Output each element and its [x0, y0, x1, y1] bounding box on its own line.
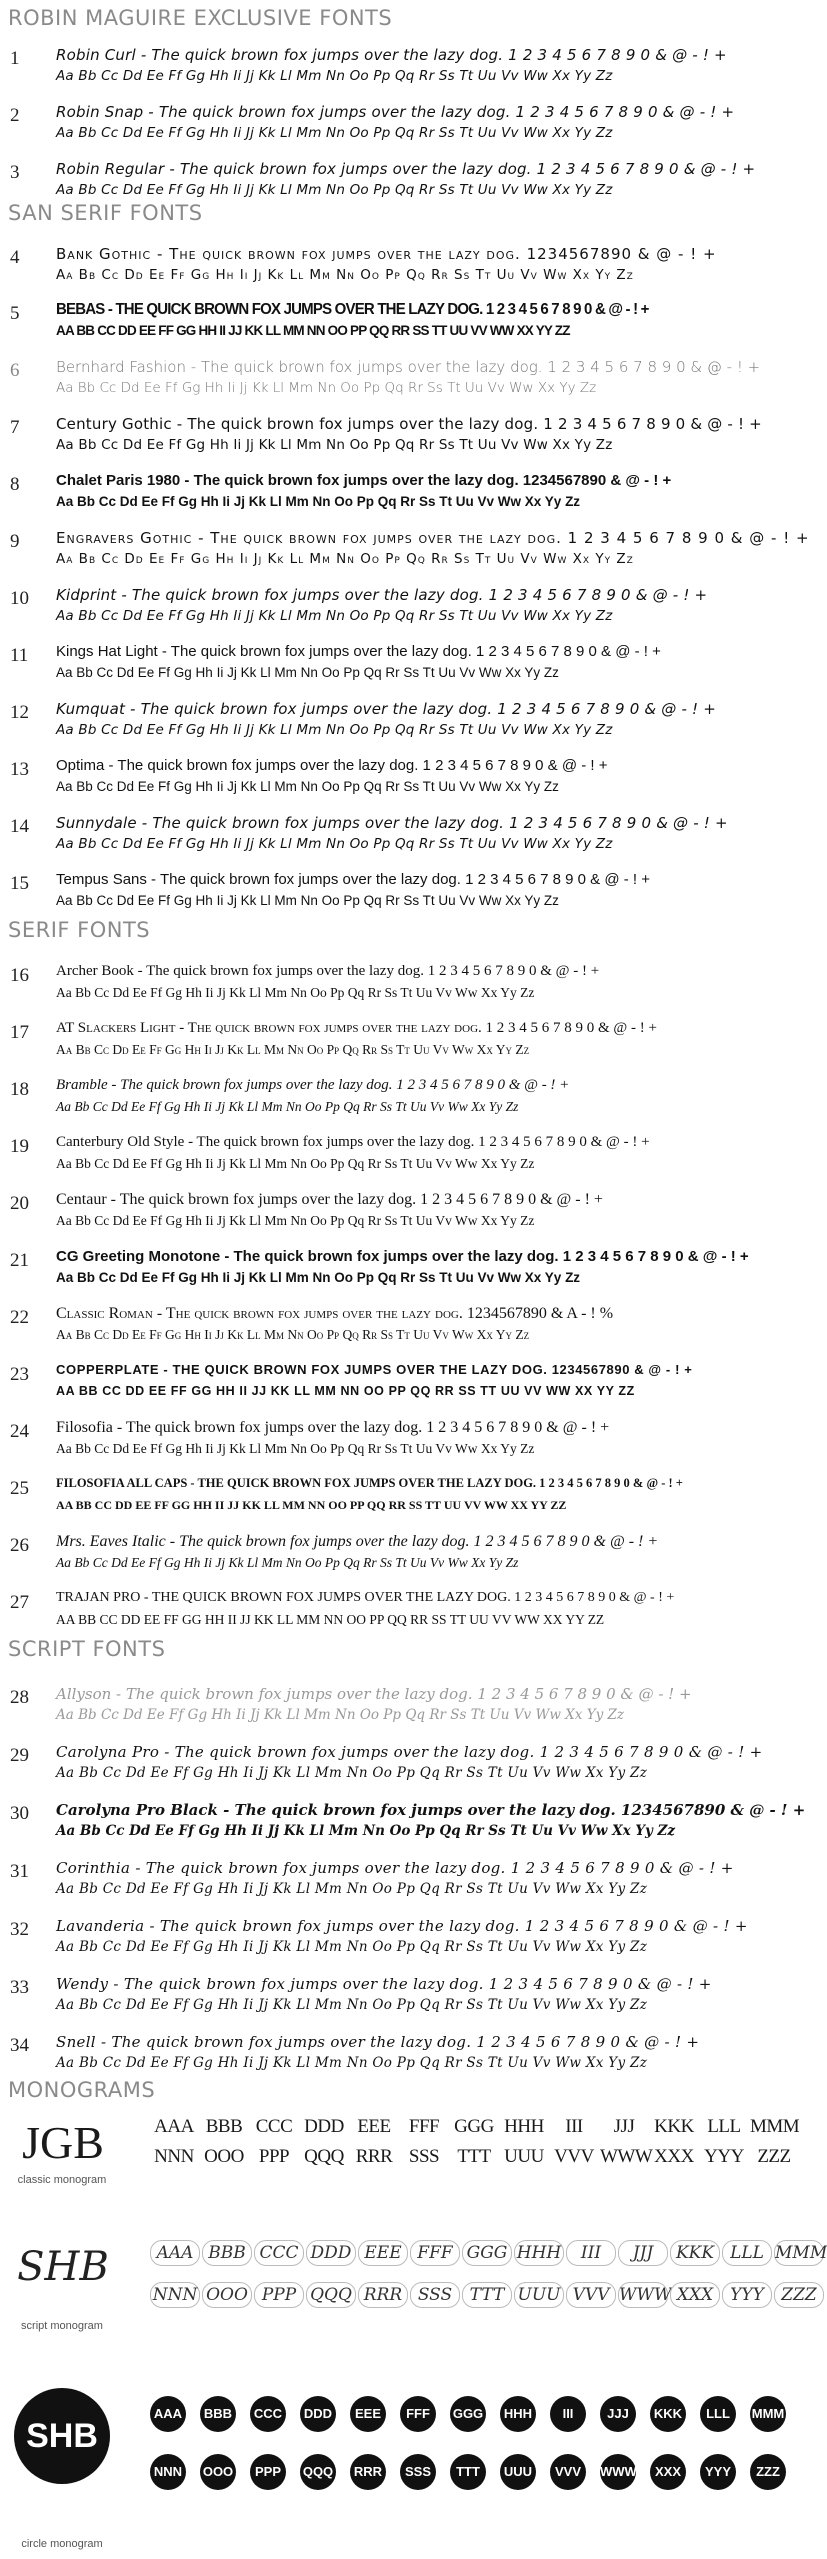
font-sample-row — [10, 584, 800, 632]
font-sample-text: Robin Regular - The quick brown fox jumps over the lazy dog. 1 2 3 4 5 6 7 8 9 0 & @ - ! + — [56, 160, 756, 178]
font-sample-text: Sunnydale - The quick brown fox jumps over the lazy dog. 1 2 3 4 5 6 7 8 9 0 & @ - ! + — [56, 814, 728, 832]
circle-monogram-sample: CCC — [250, 2396, 286, 2432]
font-sample-row — [10, 1189, 800, 1237]
font-alphabet: Aa Bb Cc Dd Ee Ff Gg Hh Ii Jj Kk Ll Mm Nn Oo Pp Qq Rr Ss Tt Uu Vv Ww Xx Yy Zz — [56, 1707, 625, 1723]
font-number: 4 — [10, 247, 20, 268]
font-sample-text: BEBAS - THE QUICK BROWN FOX JUMPS OVER THE LAZY DOG. 1 2 3 4 5 6 7 8 9 0 & @ - ! + — [56, 300, 649, 319]
classic-monogram-sample: HHH — [504, 2116, 544, 2137]
font-sample-text: Bramble - The quick brown fox jumps over the lazy dog. 1 2 3 4 5 6 7 8 9 0 & @ - ! + — [56, 1077, 570, 1093]
classic-monogram-sample: JJJ — [613, 2116, 635, 2137]
circle-monogram-sample: RRR — [350, 2454, 386, 2490]
circle-monogram-sample: KKK — [650, 2396, 686, 2432]
font-alphabet: Aa Bb Cc Dd Ee Ff Gg Hh Ii Jj Kk Ll Mm Nn Oo Pp Qq Rr Ss Tt Uu Vv Ww Xx Yy Zz — [56, 608, 613, 624]
font-number: 8 — [10, 474, 20, 495]
monogram-row — [150, 2240, 827, 2282]
circle-monogram-sample: JJJ — [600, 2396, 636, 2432]
font-number: 3 — [10, 162, 20, 183]
classic-monogram-sample: GGG — [454, 2116, 494, 2137]
font-sample-text: Bank Gothic - The quick brown fox jumps over the lazy dog. 1234567890 & @ - ! + — [56, 245, 717, 263]
font-alphabet: Aa Bb Cc Dd Ee Ff Gg Hh Ii Jj Kk Ll Mm Nn Oo Pp Qq Rr Ss Tt Uu Vv Ww Xx Yy Zz — [56, 1270, 581, 1285]
script-monogram-sample: QQQ — [306, 2282, 356, 2308]
font-sample-row — [10, 1417, 800, 1465]
classic-monogram-sample: XXX — [654, 2146, 694, 2167]
font-sample-row — [10, 1132, 800, 1180]
font-sample-row — [10, 1474, 800, 1522]
circle-monogram-block — [0, 2380, 808, 2550]
font-alphabet: Aa Bb Cc Dd Ee Ff Gg Hh Ii Jj Kk Ll Mm Nn Oo Pp Qq Rr Ss Tt Uu Vv Ww Xx Yy Zz — [56, 1555, 519, 1570]
circle-monogram-sample: PPP — [250, 2454, 286, 2490]
font-sample-row — [10, 698, 800, 746]
script-monogram-sample: NNN — [150, 2282, 200, 2308]
font-number: 33 — [10, 1977, 29, 1998]
font-sample-row — [10, 101, 800, 149]
font-alphabet: Aa Bb Cc Dd Ee Ff Gg Hh Ii Jj Kk Ll Mm Nn Oo Pp Qq Rr Ss Tt Uu Vv Ww Xx Yy Zz — [56, 267, 634, 283]
font-sample-text: CG Greeting Monotone - The quick brown fox jumps over the lazy dog. 1 2 3 4 5 6 7 8 9 0 & @ - ! + — [56, 1248, 749, 1265]
classic-monogram-sample: MMM — [750, 2116, 800, 2137]
script-monogram-sample: VVV — [566, 2282, 616, 2308]
classic-monogram-logo: JGB — [22, 2117, 104, 2168]
font-number: 1 — [10, 48, 20, 69]
font-number: 18 — [10, 1079, 29, 1100]
font-number: 26 — [10, 1535, 29, 1556]
classic-monogram-sample: WWW — [600, 2146, 653, 2167]
circle-monogram-sample: UUU — [500, 2454, 536, 2490]
section-title-monograms: MONOGRAMS — [8, 2078, 156, 2102]
font-alphabet: Aa Bb Cc Dd Ee Ff Gg Hh Ii Jj Kk Ll Mm Nn Oo Pp Qq Rr Ss Tt Uu Vv Ww Xx Yy Zz — [56, 893, 559, 908]
circle-monogram-sample: VVV — [550, 2454, 586, 2490]
classic-monogram-sample: YYY — [704, 2146, 744, 2167]
font-sample-text: Archer Book - The quick brown fox jumps over the lazy dog. 1 2 3 4 5 6 7 8 9 0 & @ - ! + — [56, 963, 600, 979]
font-alphabet: Aa Bb Cc Dd Ee Ff Gg Hh Ii Jj Kk Ll Mm Nn Oo Pp Qq Rr Ss Tt Uu Vv Ww Xx Yy Zz — [56, 779, 559, 794]
font-sample-row — [10, 243, 800, 291]
font-alphabet: Aa Bb Cc Dd Ee Ff Gg Hh Ii Jj Kk Ll Mm Nn Oo Pp Qq Rr Ss Tt Uu Vv Ww Xx Yy Zz — [56, 1939, 648, 1955]
circle-monogram-sample: LLL — [700, 2396, 736, 2432]
font-sample-text: Centaur - The quick brown fox jumps over the lazy dog. 1 2 3 4 5 6 7 8 9 0 & @ - ! + — [56, 1191, 603, 1208]
font-sample-row — [10, 1360, 800, 1408]
font-sample-text: Corinthia - The quick brown fox jumps over the lazy dog. 1 2 3 4 5 6 7 8 9 0 & @ - ! + — [56, 1859, 734, 1877]
script-monogram-sample: EEE — [358, 2240, 408, 2266]
font-alphabet: Aa Bb Cc Dd Ee Ff Gg Hh Ii Jj Kk Ll Mm Nn Oo Pp Qq Rr Ss Tt Uu Vv Ww Xx Yy Zz — [56, 1441, 535, 1456]
font-number: 24 — [10, 1421, 29, 1442]
script-monogram-sample: WWW — [618, 2282, 668, 2308]
font-sample-row — [10, 413, 800, 461]
font-sample-row — [10, 1683, 800, 1731]
section-title-script: SCRIPT FONTS — [8, 1637, 166, 1661]
classic-monogram-sample: SSS — [408, 2146, 440, 2167]
classic-monogram-sample: AAA — [154, 2116, 194, 2137]
font-sample-row — [10, 1973, 800, 2021]
script-monogram-sample: BBB — [202, 2240, 252, 2266]
font-number: 13 — [10, 759, 29, 780]
font-alphabet: AA BB CC DD EE FF GG HH II JJ KK LL MM NN OO PP QQ RR SS TT UU VV WW XX YY ZZ — [56, 1384, 635, 1398]
section-title-sans-serif: SAN SERIF FONTS — [8, 201, 203, 225]
font-sample-row — [10, 755, 800, 803]
circle-monogram-sample: NNN — [150, 2454, 186, 2490]
script-monogram-sample: JJJ — [618, 2240, 668, 2266]
script-monogram-sample: LLL — [722, 2240, 772, 2266]
circle-monogram-sample: BBB — [200, 2396, 236, 2432]
font-alphabet: Aa Bb Cc Dd Ee Ff Gg Hh Ii Jj Kk Ll Mm Nn Oo Pp Qq Rr Ss Tt Uu Vv Ww Xx Yy Zz — [56, 665, 559, 680]
font-alphabet: AA BB CC DD EE FF GG HH II JJ KK LL MM NN OO PP QQ RR SS TT UU VV WW XX YY ZZ — [56, 1498, 567, 1512]
monogram-row — [150, 2396, 800, 2454]
font-number: 16 — [10, 965, 29, 986]
monogram-row — [150, 2146, 800, 2176]
font-sample-row — [10, 44, 800, 92]
classic-monogram-sample: FFF — [408, 2116, 440, 2137]
font-sample-row — [10, 1799, 806, 1847]
font-alphabet: Aa Bb Cc Dd Ee Ff Gg Hh Ii Jj Kk Ll Mm Nn Oo Pp Qq Rr Ss Tt Uu Vv Ww Xx Yy Zz — [56, 722, 613, 738]
font-alphabet: Aa Bb Cc Dd Ee Ff Gg Hh Ii Jj Kk Ll Mm Nn Oo Pp Qq Rr Ss Tt Uu Vv Ww Xx Yy Zz — [56, 182, 613, 198]
font-sample-text: Allyson - The quick brown fox jumps over the lazy dog. 1 2 3 4 5 6 7 8 9 0 & @ - ! + — [56, 1685, 692, 1703]
font-number: 22 — [10, 1307, 29, 1328]
script-monogram-block — [0, 2222, 827, 2352]
font-sample-text: Robin Curl - The quick brown fox jumps over the lazy dog. 1 2 3 4 5 6 7 8 9 0 & @ - ! + — [56, 46, 727, 64]
font-number: 14 — [10, 816, 29, 837]
circle-monogram-sample: HHH — [500, 2396, 536, 2432]
font-number: 12 — [10, 702, 29, 723]
classic-monogram-sample: III — [565, 2116, 583, 2137]
font-number: 23 — [10, 1364, 29, 1385]
font-alphabet: Aa Bb Cc Dd Ee Ff Gg Hh Ii Jj Kk Ll Mm Nn Oo Pp Qq Rr Ss Tt Uu Vv Ww Xx Yy Zz — [56, 551, 634, 567]
script-monogram-sample: OOO — [202, 2282, 252, 2308]
font-alphabet: Aa Bb Cc Dd Ee Ff Gg Hh Ii Jj Kk Ll Mm Nn Oo Pp Qq Rr Ss Tt Uu Vv Ww Xx Yy Zz — [56, 1156, 535, 1171]
font-number: 15 — [10, 873, 29, 894]
font-sample-text: Kidprint - The quick brown fox jumps over the lazy dog. 1 2 3 4 5 6 7 8 9 0 & @ - ! + — [56, 586, 708, 604]
font-sample-text: Filosofia - The quick brown fox jumps over the lazy dog. 1 2 3 4 5 6 7 8 9 0 & @ - ! + — [56, 1419, 610, 1436]
font-sample-text: TRAJAN PRO - THE QUICK BROWN FOX JUMPS OVER THE LAZY DOG. 1 2 3 4 5 6 7 8 9 0 & @ - ! + — [56, 1590, 675, 1605]
font-sample-row — [10, 641, 800, 689]
section-title-exclusive: ROBIN MAGUIRE EXCLUSIVE FONTS — [8, 6, 393, 30]
font-alphabet: AA BB CC DD EE FF GG HH II JJ KK LL MM NN OO PP QQ RR SS TT UU VV WW XX YY ZZ — [56, 322, 570, 339]
circle-monogram-sample: QQQ — [300, 2454, 336, 2490]
font-alphabet: Aa Bb Cc Dd Ee Ff Gg Hh Ii Jj Kk Ll Mm Nn Oo Pp Qq Rr Ss Tt Uu Vv Ww Xx Yy Zz — [56, 380, 597, 396]
script-monogram-sample: UUU — [514, 2282, 564, 2308]
font-sample-row — [10, 1857, 800, 1905]
font-alphabet: Aa Bb Cc Dd Ee Ff Gg Hh Ii Jj Kk Ll Mm Nn Oo Pp Qq Rr Ss Tt Uu Vv Ww Xx Yy Zz — [56, 985, 535, 1000]
font-sample-text: Kings Hat Light - The quick brown fox jumps over the lazy dog. 1 2 3 4 5 6 7 8 9 0 & @ - ! + — [56, 643, 661, 660]
font-sample-row — [10, 470, 800, 518]
circle-monogram-sample: III — [550, 2396, 586, 2432]
font-sample-text: FILOSOFIA ALL CAPS - THE QUICK BROWN FOX JUMPS OVER THE LAZY DOG. 1 2 3 4 5 6 7 8 9 0 & @ - ! + — [56, 1476, 683, 1490]
font-sample-text: Wendy - The quick brown fox jumps over the lazy dog. 1 2 3 4 5 6 7 8 9 0 & @ - ! + — [56, 1975, 712, 1993]
font-number: 19 — [10, 1136, 29, 1157]
font-number: 30 — [10, 1803, 29, 1824]
font-number: 28 — [10, 1687, 29, 1708]
classic-monogram-sample: DDD — [304, 2116, 344, 2137]
font-sample-row — [10, 1018, 800, 1066]
circle-monogram-sample: YYY — [700, 2454, 736, 2490]
font-number: 7 — [10, 417, 20, 438]
script-monogram-sample: HHH — [514, 2240, 564, 2266]
font-alphabet: Aa Bb Cc Dd Ee Ff Gg Hh Ii Jj Kk Ll Mm Nn Oo Pp Qq Rr Ss Tt Uu Vv Ww Xx Yy Zz — [56, 494, 581, 509]
font-sample-row — [10, 1741, 800, 1789]
font-alphabet: Aa Bb Cc Dd Ee Ff Gg Hh Ii Jj Kk Ll Mm Nn Oo Pp Qq Rr Ss Tt Uu Vv Ww Xx Yy Zz — [56, 437, 613, 453]
font-alphabet: Aa Bb Cc Dd Ee Ff Gg Hh Ii Jj Kk Ll Mm Nn Oo Pp Qq Rr Ss Tt Uu Vv Ww Xx Yy Zz — [56, 1997, 648, 2013]
font-sample-row — [10, 961, 800, 1009]
script-monogram-sample: AAA — [150, 2240, 200, 2266]
font-sample-text: Lavanderia - The quick brown fox jumps over the lazy dog. 1 2 3 4 5 6 7 8 9 0 & @ - ! + — [56, 1917, 748, 1935]
classic-monogram-block — [0, 2112, 808, 2212]
font-alphabet: Aa Bb Cc Dd Ee Ff Gg Hh Ii Jj Kk Ll Mm Nn Oo Pp Qq Rr Ss Tt Uu Vv Ww Xx Yy Zz — [56, 68, 613, 84]
classic-monogram-sample: EEE — [357, 2116, 391, 2137]
font-alphabet: Aa Bb Cc Dd Ee Ff Gg Hh Ii Jj Kk Ll Mm Nn Oo Pp Qq Rr Ss Tt Uu Vv Ww Xx Yy Zz — [56, 1881, 648, 1897]
font-number: 29 — [10, 1745, 29, 1766]
font-number: 25 — [10, 1478, 29, 1499]
circle-monogram-caption: circle monogram — [21, 2538, 103, 2550]
circle-monogram-sample: EEE — [350, 2396, 386, 2432]
font-sample-text: Tempus Sans - The quick brown fox jumps over the lazy dog. 1 2 3 4 5 6 7 8 9 0 & @ - ! + — [56, 871, 651, 888]
font-sample-text: Carolyna Pro Black - The quick brown fox jumps over the lazy dog. 1234567890 & @ - ! + — [56, 1801, 806, 1819]
font-sample-row — [10, 356, 800, 404]
font-sample-row — [10, 2031, 800, 2079]
circle-monogram-sample: FFF — [400, 2396, 436, 2432]
font-sample-row — [10, 158, 800, 206]
classic-monogram-sample: UUU — [504, 2146, 544, 2167]
script-monogram-caption: script monogram — [21, 2320, 103, 2332]
script-monogram-sample: FFF — [410, 2240, 460, 2266]
circle-monogram-sample: SSS — [400, 2454, 436, 2490]
font-sample-row — [10, 299, 800, 347]
font-sample-text: Century Gothic - The quick brown fox jumps over the lazy dog. 1 2 3 4 5 6 7 8 9 0 & @ - ! + — [56, 415, 762, 433]
font-alphabet: Aa Bb Cc Dd Ee Ff Gg Hh Ii Jj Kk Ll Mm Nn Oo Pp Qq Rr Ss Tt Uu Vv Ww Xx Yy Zz — [56, 1327, 530, 1342]
font-sample-row — [10, 869, 800, 917]
classic-monogram-sample: CCC — [255, 2116, 293, 2137]
script-monogram-sample: MMM — [774, 2240, 824, 2266]
font-sample-text: Canterbury Old Style - The quick brown fox jumps over the lazy dog. 1 2 3 4 5 6 7 8 9 0 & @ - ! + — [56, 1134, 650, 1150]
font-sample-text: Optima - The quick brown fox jumps over the lazy dog. 1 2 3 4 5 6 7 8 9 0 & @ - ! + — [56, 757, 608, 774]
script-monogram-sample: SSS — [410, 2282, 460, 2308]
circle-monogram-grid — [150, 2396, 800, 2512]
classic-monogram-sample: OOO — [204, 2146, 244, 2167]
font-sample-row — [10, 527, 810, 575]
circle-monogram-sample: AAA — [150, 2396, 186, 2432]
script-monogram-sample: XXX — [670, 2282, 720, 2308]
font-sample-row — [10, 1075, 800, 1123]
font-alphabet: Aa Bb Cc Dd Ee Ff Gg Hh Ii Jj Kk Ll Mm Nn Oo Pp Qq Rr Ss Tt Uu Vv Ww Xx Yy Zz — [56, 1213, 535, 1228]
circle-monogram-sample: WWW — [600, 2454, 636, 2490]
font-sample-row — [10, 1303, 800, 1351]
classic-monogram-sample: PPP — [258, 2146, 290, 2167]
font-alphabet: Aa Bb Cc Dd Ee Ff Gg Hh Ii Jj Kk Ll Mm Nn Oo Pp Qq Rr Ss Tt Uu Vv Ww Xx Yy Zz — [56, 2055, 648, 2071]
font-number: 2 — [10, 105, 20, 126]
monogram-row — [150, 2454, 800, 2512]
font-number: 27 — [10, 1592, 29, 1613]
font-sample-text: Bernhard Fashion - The quick brown fox jumps over the lazy dog. 1 2 3 4 5 6 7 8 9 0 & @ - ! + — [56, 358, 761, 376]
classic-monogram-grid — [150, 2116, 800, 2176]
font-sample-text: Mrs. Eaves Italic - The quick brown fox jumps over the lazy dog. 1 2 3 4 5 6 7 8 9 0 & @ - ! + — [56, 1533, 659, 1550]
classic-monogram-sample: TTT — [457, 2146, 491, 2167]
script-monogram-sample: TTT — [462, 2282, 512, 2308]
font-number: 9 — [10, 531, 20, 552]
circle-monogram-sample: XXX — [650, 2454, 686, 2490]
classic-monogram-sample: RRR — [355, 2146, 393, 2167]
section-title-serif: SERIF FONTS — [8, 918, 151, 942]
circle-monogram-sample: ZZZ — [750, 2454, 786, 2490]
font-number: 6 — [10, 360, 20, 381]
monogram-row — [150, 2116, 800, 2146]
font-sample-text: Classic Roman - The quick brown fox jumps over the lazy dog. 1234567890 & A - ! % — [56, 1305, 614, 1322]
font-sample-row — [10, 1915, 800, 1963]
font-sample-text: Kumquat - The quick brown fox jumps over the lazy dog. 1 2 3 4 5 6 7 8 9 0 & @ - ! + — [56, 700, 716, 718]
classic-monogram-sample: QQQ — [304, 2146, 344, 2167]
font-sample-text: Engravers Gothic - The quick brown fox jumps over the lazy dog. 1 2 3 4 5 6 7 8 9 0 & @ - ! + — [56, 529, 810, 547]
classic-monogram-caption: classic monogram — [17, 2174, 107, 2186]
font-alphabet: Aa Bb Cc Dd Ee Ff Gg Hh Ii Jj Kk Ll Mm Nn Oo Pp Qq Rr Ss Tt Uu Vv Ww Xx Yy Zz — [56, 1765, 648, 1781]
script-monogram-sample: RRR — [358, 2282, 408, 2308]
font-alphabet: Aa Bb Cc Dd Ee Ff Gg Hh Ii Jj Kk Ll Mm Nn Oo Pp Qq Rr Ss Tt Uu Vv Ww Xx Yy Zz — [56, 836, 613, 852]
circle-monogram-sample: DDD — [300, 2396, 336, 2432]
font-number: 32 — [10, 1919, 29, 1940]
script-monogram-sample: CCC — [254, 2240, 304, 2266]
classic-monogram-sample: VVV — [554, 2146, 594, 2167]
font-sample-text: Snell - The quick brown fox jumps over the lazy dog. 1 2 3 4 5 6 7 8 9 0 & @ - ! + — [56, 2033, 700, 2051]
classic-monogram-sample: BBB — [205, 2116, 243, 2137]
font-alphabet: Aa Bb Cc Dd Ee Ff Gg Hh Ii Jj Kk Ll Mm Nn Oo Pp Qq Rr Ss Tt Uu Vv Ww Xx Yy Zz — [56, 125, 613, 141]
script-monogram-logo: SHB — [17, 2244, 109, 2290]
classic-monogram-sample: ZZZ — [757, 2146, 791, 2167]
font-alphabet: AA BB CC DD EE FF GG HH II JJ KK LL MM NN OO PP QQ RR SS TT UU VV WW XX YY ZZ — [56, 1612, 605, 1627]
script-monogram-sample: III — [566, 2240, 616, 2266]
font-number: 10 — [10, 588, 29, 609]
font-number: 17 — [10, 1022, 29, 1043]
classic-monogram-sample: KKK — [654, 2116, 694, 2137]
font-sample-row — [10, 812, 800, 860]
font-sample-text: Carolyna Pro - The quick brown fox jumps over the lazy dog. 1 2 3 4 5 6 7 8 9 0 & @ - ! + — [56, 1743, 763, 1761]
font-number: 21 — [10, 1250, 29, 1271]
font-number: 34 — [10, 2035, 29, 2056]
script-monogram-grid — [150, 2240, 827, 2324]
circle-monogram-sample: MMM — [750, 2396, 786, 2432]
classic-monogram-sample: NNN — [154, 2146, 194, 2167]
font-number: 20 — [10, 1193, 29, 1214]
circle-monogram-sample: OOO — [200, 2454, 236, 2490]
script-monogram-sample: YYY — [722, 2282, 772, 2308]
script-monogram-sample: DDD — [306, 2240, 356, 2266]
script-monogram-sample: ZZZ — [774, 2282, 824, 2308]
font-sample-text: AT Slackers Light - The quick brown fox jumps over the lazy dog. 1 2 3 4 5 6 7 8 9 0 & @ - ! + — [56, 1020, 657, 1036]
font-sample-row — [10, 1531, 800, 1579]
circle-monogram-sample: TTT — [450, 2454, 486, 2490]
font-sample-row — [10, 1588, 800, 1636]
circle-monogram-sample: GGG — [450, 2396, 486, 2432]
font-alphabet: Aa Bb Cc Dd Ee Ff Gg Hh Ii Jj Kk Ll Mm Nn Oo Pp Qq Rr Ss Tt Uu Vv Ww Xx Yy Zz — [56, 1099, 519, 1114]
font-number: 31 — [10, 1861, 29, 1882]
font-number: 5 — [10, 303, 20, 324]
font-sample-text: Chalet Paris 1980 - The quick brown fox jumps over the lazy dog. 1234567890 & @ - ! + — [56, 472, 672, 489]
script-monogram-sample: PPP — [254, 2282, 304, 2308]
classic-monogram-sample: LLL — [707, 2116, 741, 2137]
script-monogram-sample: GGG — [462, 2240, 512, 2266]
font-sample-row — [10, 1246, 800, 1294]
font-number: 11 — [10, 645, 29, 666]
font-alphabet: Aa Bb Cc Dd Ee Ff Gg Hh Ii Jj Kk Ll Mm Nn Oo Pp Qq Rr Ss Tt Uu Vv Ww Xx Yy Zz — [56, 1042, 530, 1057]
monogram-row — [150, 2282, 817, 2324]
font-sample-text: COPPERPLATE - THE QUICK BROWN FOX JUMPS OVER THE LAZY DOG. 1234567890 & @ - ! + — [56, 1362, 693, 1377]
font-alphabet: Aa Bb Cc Dd Ee Ff Gg Hh Ii Jj Kk Ll Mm Nn Oo Pp Qq Rr Ss Tt Uu Vv Ww Xx Yy Zz — [56, 1823, 676, 1839]
circle-monogram-logo: SHB — [14, 2388, 110, 2484]
font-sample-text: Robin Snap - The quick brown fox jumps over the lazy dog. 1 2 3 4 5 6 7 8 9 0 & @ - ! + — [56, 103, 735, 121]
script-monogram-sample: KKK — [670, 2240, 720, 2266]
